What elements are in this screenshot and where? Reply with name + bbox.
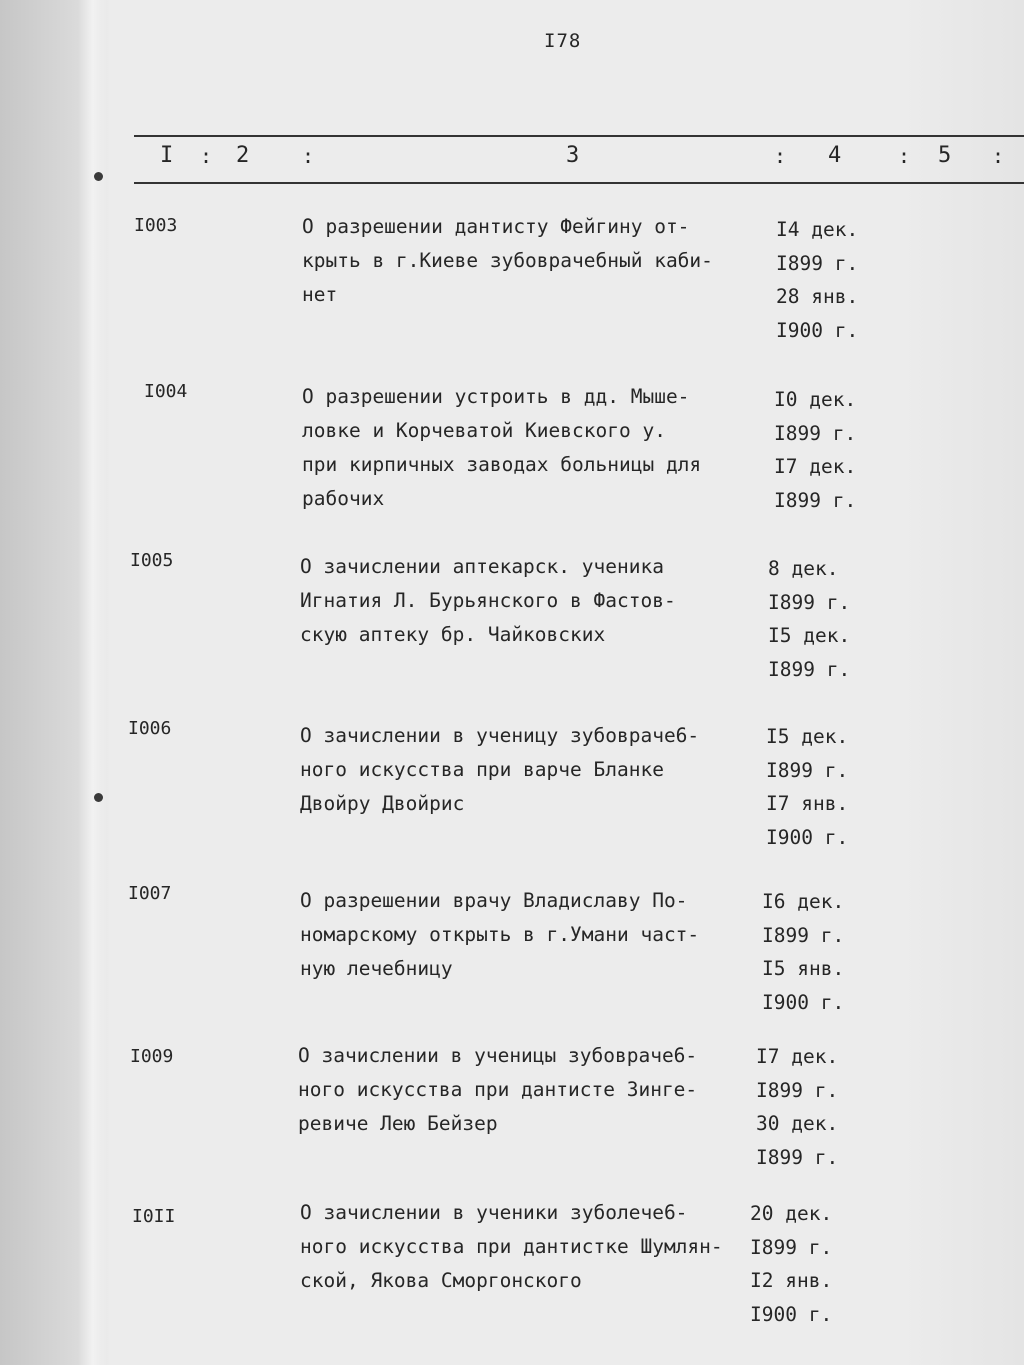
entry-description <box>300 719 699 821</box>
description-line: О зачислении в ученики зуболече6- <box>300 1201 688 1224</box>
entry-description <box>300 884 699 986</box>
page-number: I78 <box>544 30 582 52</box>
entry-number: I004 <box>144 381 188 402</box>
date-line: I2 янв. <box>750 1269 833 1292</box>
date-line: I5 дек. <box>766 725 849 748</box>
column-header-2: 2 <box>236 143 250 168</box>
entry-number: I0II <box>132 1206 176 1227</box>
date-line: I899 г. <box>774 421 857 445</box>
date-line: I7 янв. <box>766 792 849 815</box>
column-header-4: 4 <box>828 143 842 168</box>
entry-number: I009 <box>130 1046 174 1067</box>
column-header-5: 5 <box>938 143 952 168</box>
description-line: О зачислении в ученицу зубовраче6- <box>300 724 700 747</box>
entry-dates <box>756 1040 838 1174</box>
date-line: I899 г. <box>768 590 851 614</box>
description-line: О разрешении врачу Владиславу По- <box>300 889 688 912</box>
date-line: I899 г. <box>756 1145 839 1169</box>
description-line: ловке и Корчеватой Киевского у. <box>302 419 666 442</box>
entry-dates <box>768 552 850 686</box>
entry-description <box>300 550 676 652</box>
date-line: I7 дек. <box>756 1045 839 1068</box>
description-line: ного искусства при дантистке Шумлян- <box>300 1235 723 1258</box>
description-line: О зачислении в ученицы зубовраче6- <box>298 1044 698 1067</box>
date-line: I900 г. <box>750 1302 833 1326</box>
date-line: I899 г. <box>762 923 845 947</box>
description-line: ного искусства при дантисте Зинге- <box>298 1078 698 1101</box>
entry-dates <box>774 383 856 517</box>
date-line: I900 г. <box>776 318 859 342</box>
binding-hole <box>94 793 103 802</box>
date-line: 8 дек. <box>768 557 839 580</box>
entry-dates <box>776 213 858 347</box>
page-edge <box>78 0 108 1365</box>
entry-number: I006 <box>128 718 172 739</box>
date-line: I4 дек. <box>776 218 859 241</box>
description-line: О разрешении устроить в дд. Мыше- <box>302 385 690 408</box>
entry-dates <box>750 1197 832 1331</box>
description-line: нет <box>302 283 338 306</box>
date-line: I900 г. <box>766 825 849 849</box>
column-separator: : <box>992 144 1005 168</box>
description-line: О разрешении дантисту Фейгину от- <box>302 215 690 238</box>
entry-number: I007 <box>128 883 172 904</box>
column-header-3: 3 <box>566 143 580 168</box>
date-line: 30 дек. <box>756 1112 839 1135</box>
date-line: I0 дек. <box>774 388 857 411</box>
description-line: номарскому открыть в г.Умани част- <box>300 923 700 946</box>
description-line: крыть в г.Киеве зубоврачебный каби- <box>302 249 713 272</box>
description-line: Игнатия Л. Бурьянского в Фастов- <box>300 589 676 612</box>
description-line: ревиче Лею Бейзер <box>298 1112 498 1135</box>
entry-description <box>300 1196 723 1298</box>
date-line: I6 дек. <box>762 890 845 913</box>
header-rule-bottom <box>134 182 1024 184</box>
description-line: О зачислении аптекарск. ученика <box>300 555 664 578</box>
description-line: при кирпичных заводах больницы для <box>302 453 702 476</box>
date-line: I899 г. <box>750 1235 833 1259</box>
column-header-1: I <box>160 143 174 168</box>
description-line: скую аптеку бр. Чайковских <box>300 623 606 646</box>
date-line: I899 г. <box>766 758 849 782</box>
date-line: I900 г. <box>762 990 845 1014</box>
entry-dates <box>762 885 844 1019</box>
column-separator: : <box>898 144 911 168</box>
date-line: I5 дек. <box>768 624 851 647</box>
entry-description <box>302 380 701 516</box>
description-line: ской, Якова Сморгонского <box>300 1269 582 1292</box>
date-line: 28 янв. <box>776 285 859 308</box>
date-line: I5 янв. <box>762 957 845 980</box>
entry-number: I003 <box>134 215 178 236</box>
entry-dates <box>766 720 848 854</box>
date-line: I899 г. <box>774 488 857 512</box>
entry-description <box>302 210 713 312</box>
column-separator: : <box>302 144 315 168</box>
entry-description <box>298 1039 697 1141</box>
header-rule-top <box>134 135 1024 137</box>
binding-hole <box>94 172 103 181</box>
description-line: ного искусства при варче Бланке <box>300 758 664 781</box>
date-line: I7 дек. <box>774 455 857 478</box>
column-separator: : <box>200 144 213 168</box>
column-separator: : <box>774 144 787 168</box>
date-line: I899 г. <box>776 251 859 275</box>
description-line: ную лечебницу <box>300 957 453 980</box>
description-line: Двойру Двойрис <box>300 792 465 815</box>
description-line: рабочих <box>302 487 385 510</box>
date-line: I899 г. <box>768 657 851 681</box>
date-line: I899 г. <box>756 1078 839 1102</box>
entry-number: I005 <box>130 550 174 571</box>
date-line: 20 дек. <box>750 1202 833 1225</box>
